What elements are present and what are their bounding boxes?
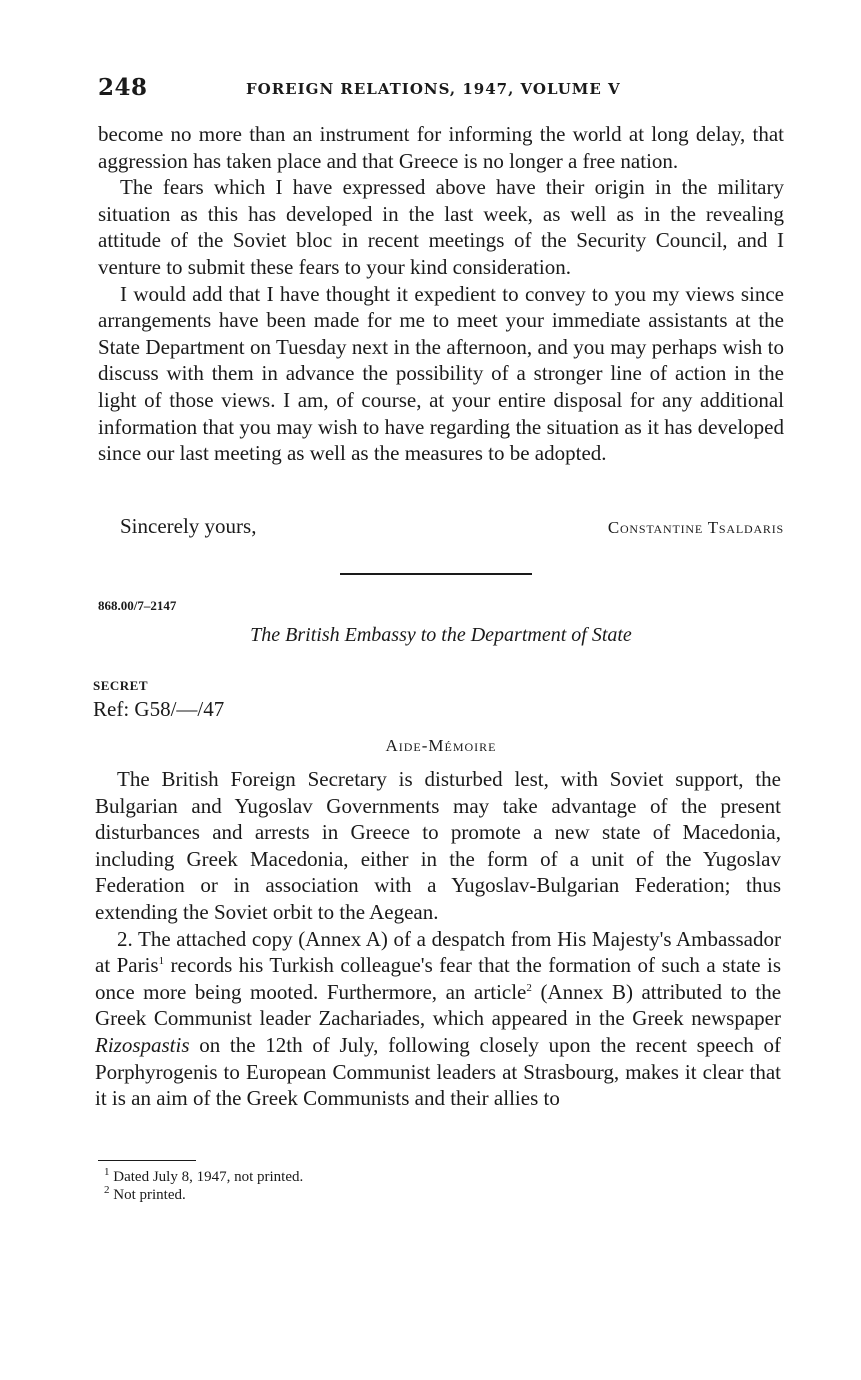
document-type-title: Aide-Mémoire (385, 736, 497, 755)
paragraph-text: records his Turkish colleague's fear that the formation of such a state is once more being mooted. Furthermore, an article (95, 953, 782, 1004)
page-header (98, 74, 788, 104)
letter-paragraph: I would add that I have thought it expedient to convey to you my views since arrangements have been made for me to meet your immediate assistants at the State Department on Tuesday next in the afternoon, and you may perhaps wish to discuss with them in advance the possibility of a stronger line of action in the light of those views. I am, of course, at your entire disposal for any additional information that you may wish to have regarding the situation as it has developed since our last meeting as well as the measures to be adopted. (98, 281, 784, 466)
letter-body (98, 121, 784, 467)
paragraph-text: (Annex B) attributed to the Greek Communist leader Zachariades, which appeared in the Greek newspaper (95, 979, 782, 1031)
footnotes (104, 1168, 704, 1204)
footnote (104, 1186, 704, 1204)
footnote-reference[interactable]: 2 (526, 981, 532, 994)
footnote-reference[interactable]: 1 (158, 955, 165, 968)
footnote-mark: 1 (104, 1166, 110, 1178)
page-number: 248 (98, 74, 148, 101)
footnote-divider (98, 1160, 196, 1161)
paragraph-text: on the 12th of July, following closely upon the recent speech of Porphyrogenis to European Communist leaders at Strasbourg, makes it clear that it is an aim of the Greek Communists and their allies to (95, 1032, 781, 1111)
aide-memoire-body (95, 766, 781, 1112)
footnote (104, 1168, 704, 1186)
reference-number: Ref: G58/—/47 (93, 697, 225, 721)
aide-memoire-paragraph: The British Foreign Secretary is disturbed lest, with Soviet support, the Bulgarian and Yugoslav Governments may take advantage of the present disturbances and arrests in Greece to promote a new state of Macedonia, including Greek Macedonia, either in the form of a unit of the Yugoslav Federation or in association with a Yugoslav-Bulgarian Federation; thus extending the Soviet orbit to the Aegean. (95, 767, 781, 924)
running-head: FOREIGN RELATIONS, 1947, VOLUME V (246, 80, 621, 98)
letter-signature: Constantine Tsaldaris (607, 518, 784, 537)
newspaper-title: Rizospastis (95, 1032, 190, 1057)
letter-closing: Sincerely yours, (120, 514, 257, 538)
footnote-mark: 2 (104, 1184, 110, 1196)
footnote-text: Dated July 8, 1947, not printed. (113, 1169, 304, 1185)
letter-paragraph: The fears which I have expressed above have their origin in the military situation as this has developed in the last week, as well as in the revealing attitude of the Soviet bloc in recent meetings of the Security Council, and I venture to submit these fears to your kind consideration. (98, 175, 784, 279)
paragraph-text: 2. The attached copy (Annex A) of a despatch from His Majesty's Ambassador at Paris (95, 926, 781, 978)
aide-memoire-paragraph (95, 926, 781, 1112)
letter-paragraph: become no more than an instrument for informing the world at long delay, that aggression has taken place and that Greece is no longer a free nation. (98, 122, 784, 173)
document-heading: The British Embassy to the Department of State (250, 624, 632, 646)
footnote-text: Not printed. (113, 1187, 186, 1203)
classification-label: SECRET (93, 678, 149, 693)
section-divider (340, 573, 532, 575)
file-number: 868.00/7–2147 (98, 598, 177, 613)
